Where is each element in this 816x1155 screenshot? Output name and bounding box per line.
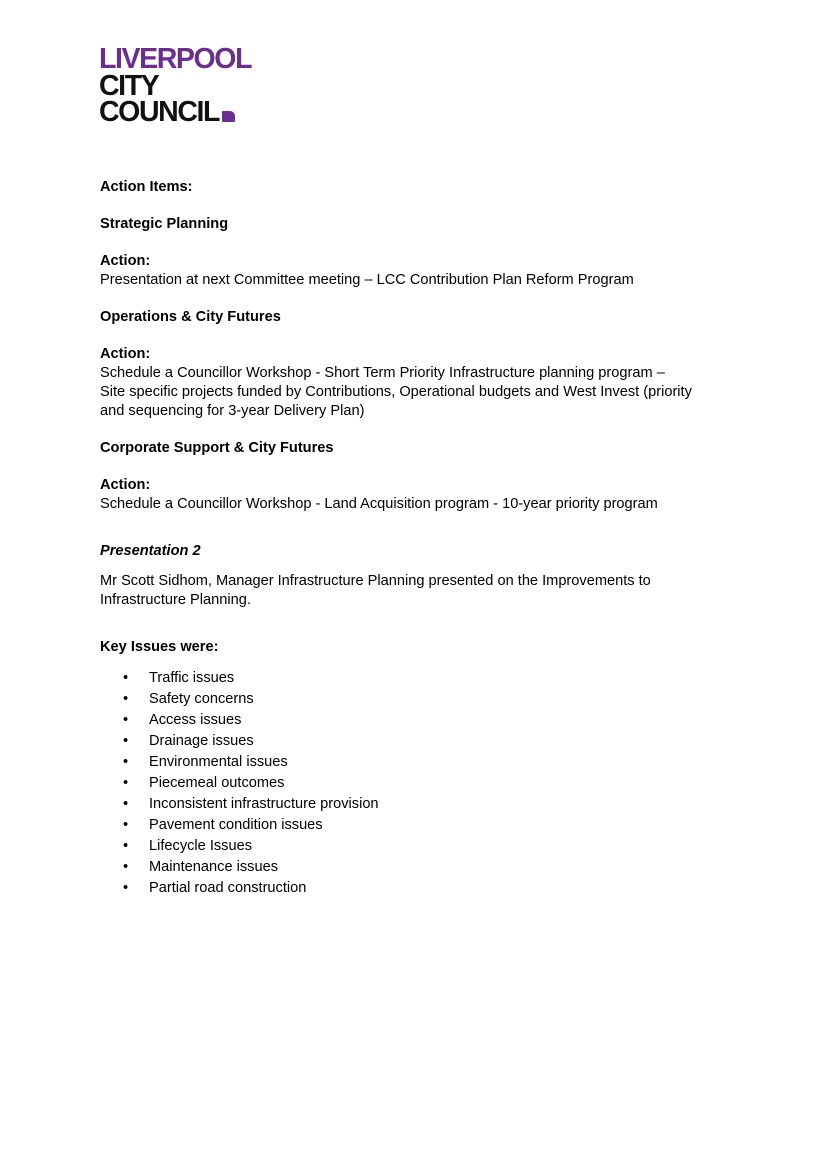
action-items-heading: Action Items: [100, 179, 193, 195]
action-label: Action: [100, 346, 151, 362]
list-item [100, 752, 740, 773]
list-item-text: Piecemeal outcomes [149, 775, 285, 791]
list-item [100, 710, 740, 731]
list-item-text: Lifecycle Issues [149, 838, 253, 854]
bullet-icon: • [123, 775, 129, 791]
list-item-text: Pavement condition issues [149, 817, 323, 833]
logo-line-council [99, 96, 299, 128]
logo-line-city: CITY [99, 69, 159, 102]
bullet-icon: • [123, 691, 129, 707]
council-logo [99, 43, 299, 128]
section-title-strategic-planning: Strategic Planning [100, 216, 229, 232]
presentation-body-line: Mr Scott Sidhom, Manager Infrastructure Planning presented on the Improvements to [100, 573, 651, 589]
list-item [100, 857, 740, 878]
list-item [100, 878, 740, 899]
list-item-text: Partial road construction [149, 880, 307, 896]
bullet-icon: • [123, 859, 129, 875]
action-text-line: Schedule a Councillor Workshop - Short Term Priority Infrastructure planning program – [100, 365, 665, 381]
key-issues-list [100, 668, 740, 899]
action-text-line: Presentation at next Committee meeting – LCC Contribution Plan Reform Program [100, 272, 634, 288]
section-title-corporate-support: Corporate Support & City Futures [100, 440, 334, 456]
list-item-text: Traffic issues [149, 670, 235, 686]
list-item [100, 794, 740, 815]
list-item [100, 689, 740, 710]
document-body [100, 178, 740, 899]
bullet-icon: • [123, 880, 129, 896]
presentation-title: Presentation 2 [100, 543, 201, 559]
list-item [100, 731, 740, 752]
presentation-body-line: Infrastructure Planning. [100, 592, 251, 608]
list-item [100, 836, 740, 857]
list-item-text: Maintenance issues [149, 859, 278, 875]
action-label: Action: [100, 253, 151, 269]
action-text-line: Site specific projects funded by Contributions, Operational budgets and West Invest (priority [100, 384, 692, 400]
bullet-icon: • [123, 712, 129, 728]
bullet-icon: • [123, 817, 129, 833]
section-title-operations-city-futures: Operations & City Futures [100, 309, 281, 325]
logo-council-text: COUNCIL [99, 96, 220, 128]
list-item [100, 668, 740, 689]
list-item [100, 815, 740, 836]
list-item-text: Safety concerns [149, 691, 254, 707]
bullet-icon: • [123, 733, 129, 749]
key-issues-heading: Key Issues were: [100, 639, 219, 655]
list-item-text: Drainage issues [149, 733, 254, 749]
action-label: Action: [100, 477, 151, 493]
action-text-line: Schedule a Councillor Workshop - Land Acquisition program - 10-year priority program [100, 496, 658, 512]
list-item-text: Environmental issues [149, 754, 288, 770]
list-item [100, 773, 740, 794]
list-item-text: Access issues [149, 712, 242, 728]
action-text-line: and sequencing for 3-year Delivery Plan) [100, 403, 365, 419]
bullet-icon: • [123, 796, 129, 812]
list-item-text: Inconsistent infrastructure provision [149, 796, 379, 812]
bullet-icon: • [123, 670, 129, 686]
bullet-icon: • [123, 754, 129, 770]
bullet-icon: • [123, 838, 129, 854]
logo-line-liverpool: LIVERPOOL [99, 43, 252, 75]
speech-bubble-mark-icon [222, 111, 235, 122]
